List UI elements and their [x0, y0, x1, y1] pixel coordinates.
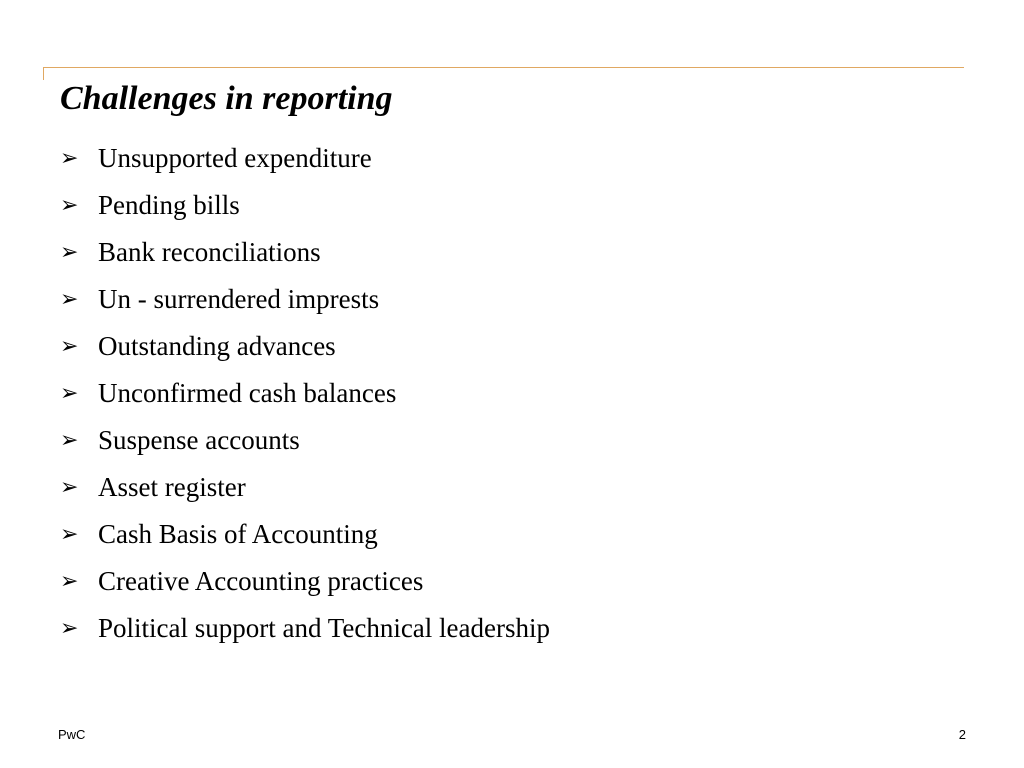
arrow-bullet-icon: ➢	[60, 332, 79, 358]
arrow-bullet-icon: ➢	[60, 520, 79, 546]
bullet-list	[60, 134, 550, 651]
bullet-text: Suspense accounts	[98, 424, 300, 455]
bullet-text: Political support and Technical leadership	[98, 612, 550, 643]
bullet-item	[60, 322, 550, 369]
header-rule	[43, 67, 964, 68]
bullet-text: Un - surrendered imprests	[98, 283, 380, 314]
footer-brand: PwC	[58, 727, 86, 742]
bullet-item	[60, 463, 550, 510]
arrow-bullet-icon: ➢	[60, 379, 79, 405]
bullet-text: Asset register	[98, 471, 246, 502]
bullet-item	[60, 181, 550, 228]
arrow-bullet-icon: ➢	[60, 473, 79, 499]
bullet-text: Pending bills	[98, 189, 240, 220]
arrow-bullet-icon: ➢	[60, 144, 79, 170]
bullet-item	[60, 510, 550, 557]
bullet-item	[60, 369, 550, 416]
arrow-bullet-icon: ➢	[60, 614, 79, 640]
bullet-text: Outstanding advances	[98, 330, 336, 361]
arrow-bullet-icon: ➢	[60, 426, 79, 452]
bullet-text: Cash Basis of Accounting	[98, 518, 378, 549]
bullet-text: Unsupported expenditure	[98, 142, 372, 173]
bullet-text: Unconfirmed cash balances	[98, 377, 397, 408]
arrow-bullet-icon: ➢	[60, 238, 79, 264]
page-number: 2	[958, 727, 966, 742]
bullet-item	[60, 228, 550, 275]
bullet-text: Bank reconciliations	[98, 236, 321, 267]
slide-title: Challenges in reporting	[60, 80, 393, 117]
bullet-item	[60, 557, 550, 604]
arrow-bullet-icon: ➢	[60, 567, 79, 593]
bullet-item	[60, 604, 550, 651]
header-rule-corner	[43, 67, 44, 80]
bullet-item	[60, 275, 550, 322]
arrow-bullet-icon: ➢	[60, 191, 79, 217]
bullet-item	[60, 134, 550, 181]
bullet-item	[60, 416, 550, 463]
bullet-text: Creative Accounting practices	[98, 565, 424, 596]
arrow-bullet-icon: ➢	[60, 285, 79, 311]
